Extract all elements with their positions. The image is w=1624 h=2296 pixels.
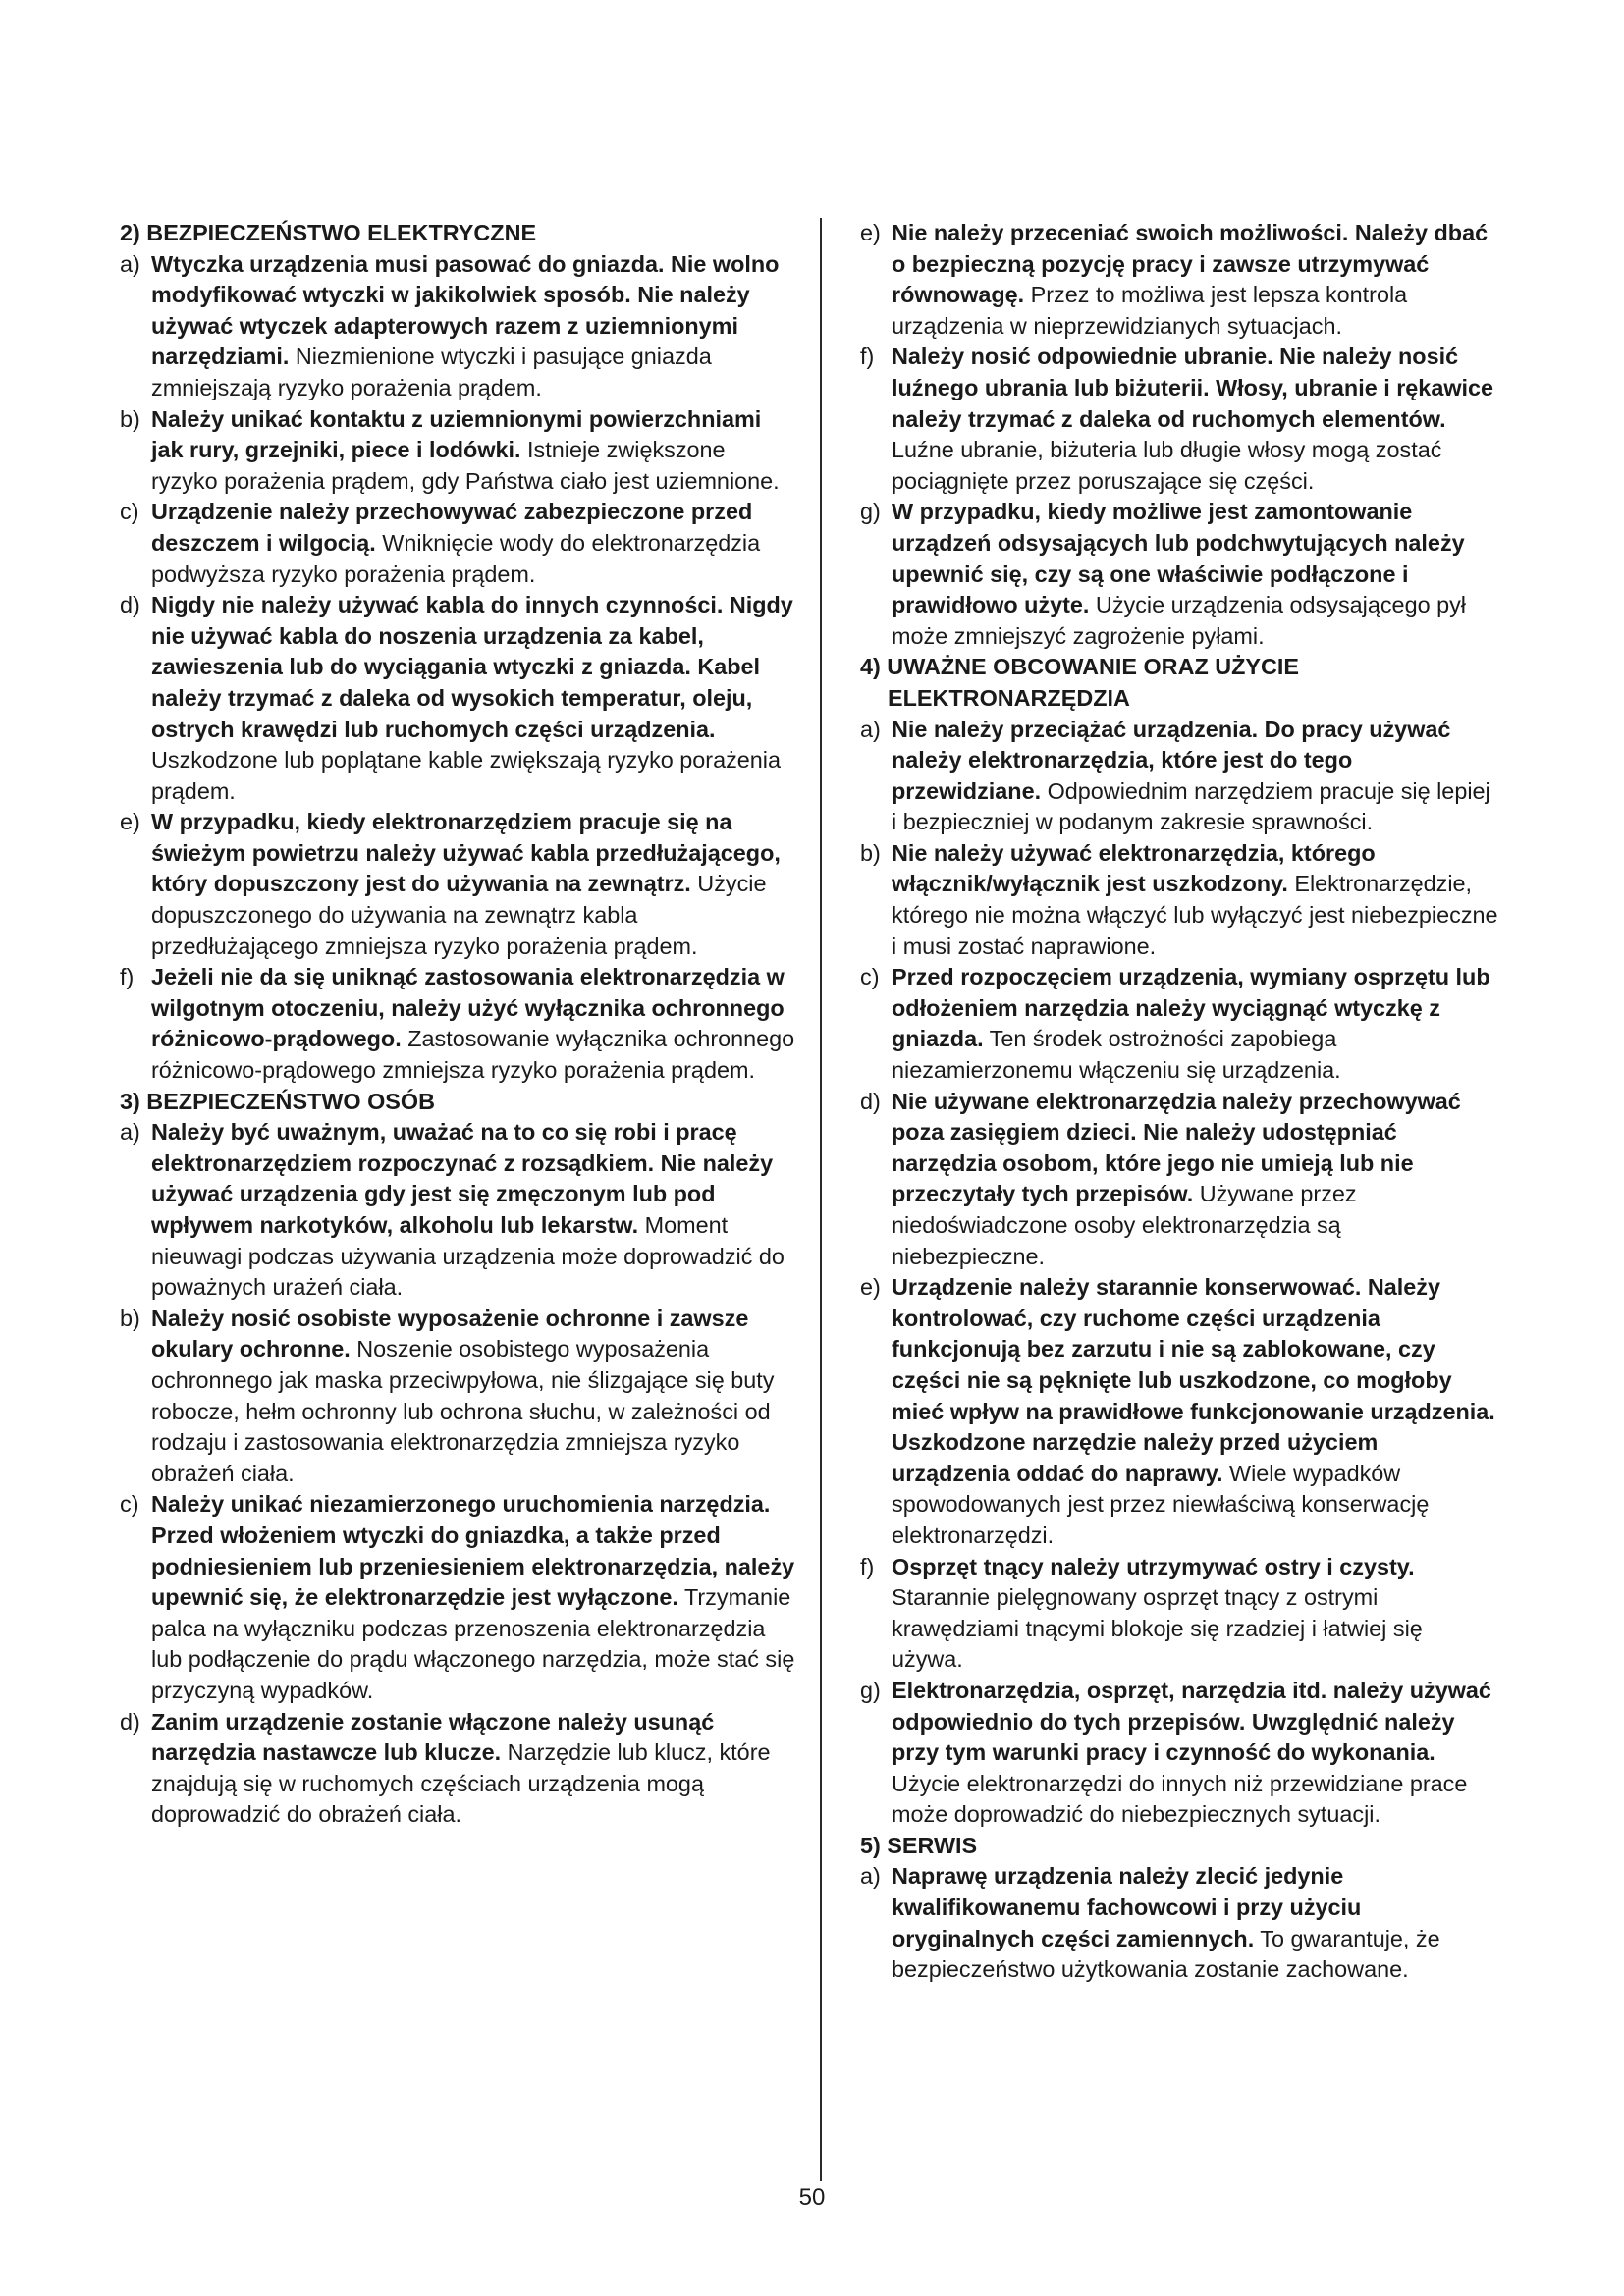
list-item	[860, 1861, 1498, 1985]
item-text: Urządzenie należy przechowywać zabezpieczone przed deszczem i wilgocią. Wniknięcie wody do elektronarzędzia podwyższa ryzyko porażenia prądem.	[151, 499, 761, 587]
list-item	[120, 1489, 797, 1706]
item-text: Nie używane elektronarzędzia należy przechowywać poza zasięgiem dzieci. Nie należy udostępniać narzędzia osobom, które jego nie umieją lub nie przeczytały tych przepisów. Używane przez niedoświadczone osoby elektronarzędzia są niebezpieczne.	[892, 1088, 1461, 1269]
item-text: Należy unikać kontaktu z uziemnionymi powierzchniami jak rury, grzejniki, piece i lodówki. Istnieje zwiększone ryzyko porażenia prądem, gdy Państwa ciało jest uziemnione.	[151, 405, 780, 494]
item-label: e)	[860, 220, 881, 245]
item-label: d)	[860, 1088, 881, 1114]
list-item	[860, 342, 1498, 497]
column-divider	[820, 218, 822, 2181]
list-item	[120, 590, 797, 807]
item-text: Urządzenie należy starannie konserwować. Należy kontrolować, czy ruchome części urządzenia funkcjonują bez zarzutu i nie są zablokowane, czy części nie są pęknięte lub uszkodzone, co mogłoby mieć wpływ na prawidłowe funkcjonowanie urządzenia. Uszkodzone narzędzie należy przed użyciem urządzenia oddać do naprawy. Wiele wypadków spowodowanych jest przez niewłaściwą konserwację elektronarzędzi.	[892, 1274, 1495, 1548]
list-item	[860, 715, 1498, 838]
list-item	[860, 1272, 1498, 1551]
list-item	[120, 962, 797, 1086]
item-text: Naprawę urządzenia należy zlecić jedynie kwalifikowanemu fachowcowi i przy użyciu oryginalnych części zamiennych. To gwarantuje, że bezpieczeństwo użytkowania zostanie zachowane.	[892, 1863, 1440, 1983]
item-label: e)	[860, 1274, 881, 1301]
section-heading-tool-use: 4) UWAŻNE OBCOWANIE ORAZ UŻYCIE	[860, 654, 1300, 680]
item-text: Nigdy nie należy używać kabla do innych czynności. Nigdy nie używać kabla do noszenia urządzenia za kabel, zawieszenia lub do wyciągania wtyczki z gniazda. Kabel należy trzymać z daleka od wysokich temperatur, oleju, ostrych krawędzi lub ruchomych części urządzenia. Uszkodzone lub poplątane kable zwiększają ryzyko porażenia prądem.	[151, 592, 793, 804]
right-column	[860, 218, 1498, 1986]
item-label: g)	[860, 1677, 881, 1703]
item-label: f)	[120, 964, 135, 990]
list-item	[860, 1087, 1498, 1273]
list-item	[120, 1117, 797, 1304]
item-text: Należy nosić odpowiednie ubranie. Nie należy nosić luźnego ubrania lub biżuterii. Włosy, ubranie i rękawice należy trzymać z daleka od ruchomych elementów. Luźne ubranie, biżuteria lub długie włosy mogą zostać pociągnięte przez poruszające się części.	[892, 344, 1494, 494]
item-text: Wtyczka urządzenia musi pasować do gniazda. Nie wolno modyfikować wtyczki w jakikolwiek sposób. Nie należy używać wtyczek adapterowych razem z uziemnionymi narzędziami. Niezmienione wtyczki i pasujące gniazda zmniejszają ryzyko porażenia prądem.	[151, 250, 780, 400]
item-label: b)	[120, 1305, 140, 1331]
item-text: Nie należy używać elektronarzędzia, którego włącznik/wyłącznik jest uszkodzony. Elektronarzędzie, którego nie można włączyć lub wyłączyć jest niebezpieczne i musi zostać naprawione.	[892, 839, 1498, 959]
item-text: Należy być uważnym, uważać na to co się robi i pracę elektronarzędziem rozpoczynać z rozsądkiem. Nie należy używać urządzenia gdy jest się zmęczonym lub pod wpływem narkotyków, alkoholu lub lekarstw. Moment nieuwagi podczas używania urządzenia może doprowadzić do poważnych urażeń ciała.	[151, 1119, 785, 1301]
list-item	[860, 962, 1498, 1086]
list-item	[120, 497, 797, 590]
item-text: Zanim urządzenie zostanie włączone należy usunąć narzędzia nastawcze lub klucze. Narzędzie lub klucz, które znajdują się w ruchomych częściach urządzenia mogą doprowadzić do obrażeń ciała.	[151, 1708, 771, 1828]
item-label: f)	[860, 344, 875, 370]
item-text: W przypadku, kiedy możliwe jest zamontowanie urządzeń odsysających lub podchwytujących należy upewnić się, czy są one właściwie podłączone i prawidłowo użyte. Użycie urządzenia odsysającego pył może zmniejszyć zagrożenie pyłami.	[892, 499, 1466, 649]
item-text: Osprzęt tnący należy utrzymywać ostry i czysty. Starannie pielęgnowany osprzęt tnący z ostrymi krawędziami tnącymi blokoje się rzadziej i łatwiej się używa.	[892, 1553, 1423, 1673]
item-label: a)	[120, 1119, 140, 1146]
list-item	[860, 218, 1498, 342]
list-item	[860, 838, 1498, 962]
item-label: a)	[860, 716, 881, 742]
item-text: Należy nosić osobiste wyposażenie ochronne i zawsze okulary ochronne. Noszenie osobistego wyposażenia ochronnego jak maska przeciwpyłowa, nie ślizgające się buty robocze, hełm ochronny lub ochrona słuchu, w zależności od rodzaju i zastosowania elektronarzędzia zmniejsza ryzyko obrażeń ciała.	[151, 1305, 775, 1486]
list-item	[860, 1552, 1498, 1676]
item-label: c)	[860, 964, 880, 990]
item-label: a)	[860, 1863, 881, 1890]
item-text: Należy unikać niezamierzonego uruchomienia narzędzia. Przed włożeniem wtyczki do gniazdka, a także przed podniesieniem lub przeniesieniem elektronarzędzia, należy upewnić się, że elektronarzędzie jest wyłączone. Trzymanie palca na wyłączniku podczas przenoszenia elektronarzędzia lub podłączenie do prądu włączonego narzędzia, może stać się przyczyną wypadków.	[151, 1491, 795, 1703]
list-item	[860, 497, 1498, 652]
item-label: a)	[120, 250, 140, 277]
item-text: Elektronarzędzia, osprzęt, narzędzia itd. należy używać odpowiednio do tych przepisów. Uwzględnić należy przy tym warunki pracy i czynność do wykonania. Użycie elektronarzędzi do innych niż przewidziane prace może doprowadzić do niebezpiecznych sytuacji.	[892, 1677, 1491, 1828]
section-heading-tool-use-line2: ELEKTRONARZĘDZIA	[888, 684, 1130, 711]
page-number: 50	[798, 2184, 826, 2211]
item-label: g)	[860, 499, 881, 525]
section-heading-electrical-safety: 2) BEZPIECZEŃSTWO ELEKTRYCZNE	[120, 220, 537, 245]
item-text: Nie należy przeciążać urządzenia. Do pracy używać należy elektronarzędzia, które jest do tego przewidziane. Odpowiednim narzędziem pracuje się lepiej i bezpieczniej w podanym zakresie sprawności.	[892, 716, 1490, 835]
item-label: d)	[120, 592, 140, 618]
list-item	[860, 1676, 1498, 1831]
item-label: b)	[860, 839, 881, 866]
item-text: Nie należy przeceniać swoich możliwości. Należy dbać o bezpieczną pozycję pracy i zawsze utrzymywać równowagę. Przez to możliwa jest lepsza kontrola urządzenia w nieprzewidzianych sytuacjach.	[892, 220, 1489, 339]
section-heading-personal-safety: 3) BEZPIECZEŃSTWO OSÓB	[120, 1088, 435, 1114]
item-label: e)	[120, 809, 140, 835]
left-column	[120, 218, 797, 1831]
list-item	[120, 1304, 797, 1490]
item-text: W przypadku, kiedy elektronarzędziem pracuje się na świeżym powietrzu należy używać kabla przedłużającego, który dopuszczony jest do używania na zewnątrz. Użycie dopuszczonego do używania na zewnątrz kabla przedłużającego zmniejsza ryzyko porażenia prądem.	[151, 809, 781, 959]
item-label: c)	[120, 1491, 139, 1518]
item-label: d)	[120, 1708, 140, 1735]
item-text: Jeżeli nie da się uniknąć zastosowania elektronarzędzia w wilgotnym otoczeniu, należy użyć wyłącznika ochronnego różnicowo-prądowego. Zastosowanie wyłącznika ochronnego różnicowo-prądowego zmniejsza ryzyko porażenia prądem.	[151, 964, 795, 1084]
item-label: b)	[120, 405, 140, 432]
section-heading-service: 5) SERWIS	[860, 1832, 978, 1858]
list-item	[120, 249, 797, 404]
item-label: c)	[120, 499, 139, 525]
list-item	[120, 1707, 797, 1831]
list-item	[120, 404, 797, 498]
list-item	[120, 807, 797, 962]
item-label: f)	[860, 1553, 875, 1579]
item-text: Przed rozpoczęciem urządzenia, wymiany osprzętu lub odłożeniem narzędzia należy wyciągnąć wtyczkę z gniazda. Ten środek ostrożności zapobiega niezamierzonemu włączeniu się urządzenia.	[892, 964, 1490, 1084]
